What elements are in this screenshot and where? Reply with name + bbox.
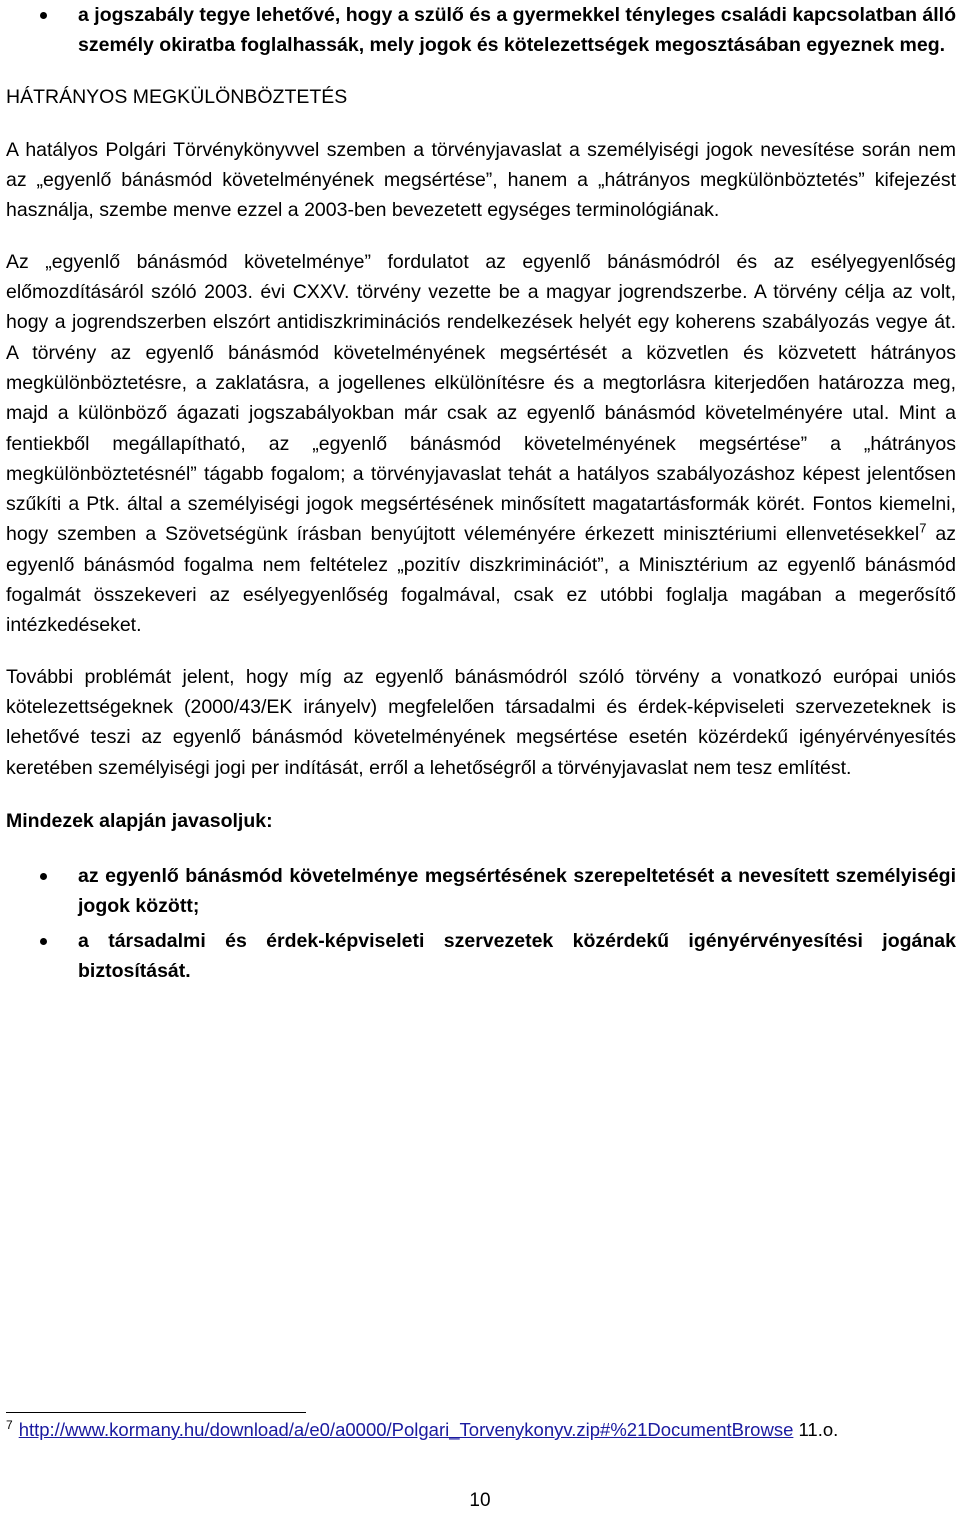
paragraph-2-text-end: az egyenlő bánásmód fogalma nem feltételez „pozitív diszkriminációt”, a Minisztérium az egyenlő bánásmód fogalmát összekeveri az esélyegyenlőség fogalmával, csak ez utóbbi foglalja magában a megerősítő intézkedéseket. xyxy=(6,523,956,637)
page-number: 10 xyxy=(469,1490,491,1511)
bullet-text: a jogszabály tegye lehetővé, hogy a szülő és a gyermekkel tényleges családi kapcsolatban álló személy okiratba foglalhassák, mely jogok és kötelezettségek megosztásában egyeznek meg. xyxy=(78,4,956,57)
document-page xyxy=(6,0,956,986)
bullet-icon xyxy=(40,12,47,19)
proposal-heading: Mindezek alapján javasoljuk: xyxy=(6,809,273,832)
footnote-reference[interactable]: 7 xyxy=(919,520,927,536)
footnote-separator xyxy=(6,1412,306,1413)
proposal-text: a társadalmi és érdek-képviseleti szervezetek közérdekű igényérvényesítési jogának biztosítását. xyxy=(78,929,956,983)
bullet-icon xyxy=(40,938,47,945)
section-heading: HÁTRÁNYOS MEGKÜLÖNBÖZTETÉS xyxy=(6,85,348,108)
paragraph-2-text: Az „egyenlő bánásmód követelménye” fordulatot az egyenlő bánásmódról és az esélyegyenlőség előmozdításáról szóló 2003. évi CXXV. törvény vezette be a magyar jogrendszerbe. A törvény célja az volt, hogy a jogrendszerben elszórt antidiszkriminációs rendelkezések helyét egy koherens szabályozás vegye át. A törvény az egyenlő bánásmód követelményének megsértését a közvetlen és közvetett hátrányos megkülönböztetésre, a zaklatásra, a jogellenes elkülönítésre és a megtorlásra kiterjedően határozza meg, majd a különböző ágazati jogszabályokban már csak az egyenlő bánásmód követelményére utal. Mint a fentiekből megállapítható, az „egyenlő bánásmód követelményének megsértése” a „hátrányos megkülönböztetésnél” tágabb fogalom; a törvényjavaslat tehát a hatályos szabályozáshoz képest jelentősen szűkíti a Ptk. által a személyiségi jogok megsértésének minősített magatartásformák körét. Fontos kiemelni, hogy szemben a Szövetségünk írásban benyújtott véleményére érkezett minisztériumi ellenvetésekkel xyxy=(6,250,956,546)
list-item xyxy=(6,861,956,922)
list-item xyxy=(6,0,956,61)
footnote-suffix: 11.o. xyxy=(793,1419,839,1440)
proposal-text: az egyenlő bánásmód követelménye megsértésének szerepeltetését a nevesített személyiségi jogok között; xyxy=(78,865,956,918)
footnote-link[interactable]: http://www.kormany.hu/download/a/e0/a0000/Polgari_Torvenykonyv.zip#%21DocumentBrowse xyxy=(18,1419,794,1440)
top-bullet-list xyxy=(6,0,956,61)
footnote-number: 7 xyxy=(6,1417,13,1432)
footnote xyxy=(6,1418,838,1442)
paragraph-1: A hatályos Polgári Törvénykönyvvel szemben a törvényjavaslat a személyiségi jogok nevesítése során nem az „egyenlő bánásmód követelményének megsértése”, hanem a „hátrányos megkülönböztetés” kifejezést használja, szembe menve ezzel a 2003-ben bevezetett egységes terminológiának. xyxy=(6,138,956,222)
bullet-icon xyxy=(40,873,47,880)
paragraph-2 xyxy=(6,247,956,641)
list-item xyxy=(6,926,956,987)
proposal-list xyxy=(6,861,956,986)
paragraph-3: További problémát jelent, hogy míg az egyenlő bánásmódról szóló törvény a vonatkozó európai uniós kötelezettségeknek (2000/43/EK irányelv) megfelelően társadalmi és érdek-képviseleti szervezeteknek is lehetővé teszi az egyenlő bánásmód követelményének megsértése esetén közérdekű igényérvényesítés keretében személyiségi jogi per indítását, erről a lehetőségről a törvényjavaslat nem tesz említést. xyxy=(6,665,956,779)
